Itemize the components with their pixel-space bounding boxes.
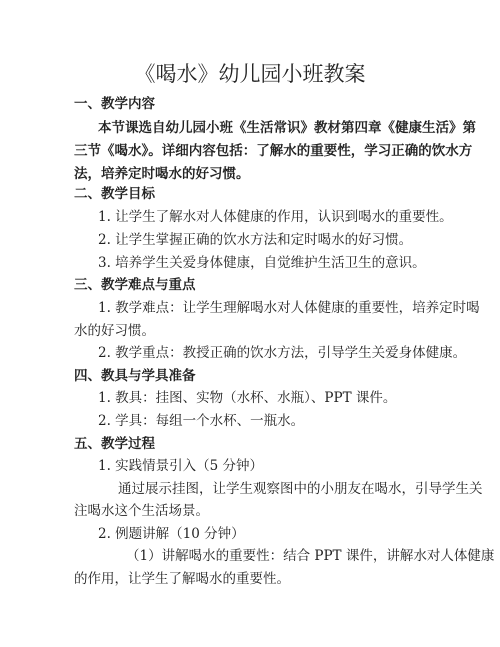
list-item-continuation: 水的好习惯。 [74,323,155,339]
list-item: 3. 培养学生关爱身体健康，自觉维护生活卫生的意识。 [98,255,426,271]
sub-step-line: （1）讲解喝水的重要性：结合 PPT 课件，讲解水对人体健康 [126,548,495,564]
paragraph-line: 本节课选自幼儿园小班《生活常识》教材第四章《健康生活》第 [98,120,476,136]
section-heading-materials: 四、教具与学具准备 [74,368,196,384]
step-heading: 1. 实践情景引入（5 分钟） [98,458,264,474]
list-item: 1. 让学生了解水对人体健康的作用，认识到喝水的重要性。 [98,209,453,225]
list-item: 2. 让学生掌握正确的饮水方法和定时喝水的好习惯。 [98,232,413,248]
list-item: 1. 教学难点：让学生理解喝水对人体健康的重要性，培养定时喝 [98,300,480,316]
document-title: 《喝水》幼儿园小班教案 [134,62,366,86]
list-item: 1. 教具：挂图、实物（水杯、水瓶）、PPT 课件。 [98,390,397,406]
section-heading-key-points: 三、教学难点与重点 [74,277,196,293]
paragraph-line: 三节《喝水》。详细内容包括：了解水的重要性，学习正确的饮水方 [74,143,473,159]
sub-step-line: 的作用，让学生了解喝水的重要性。 [74,571,290,587]
step-paragraph-line: 通过展示挂图，让学生观察图中的小朋友在喝水，引导学生关 [118,481,483,497]
section-heading-process: 五、教学过程 [74,436,155,452]
section-heading-objectives: 二、教学目标 [74,186,155,202]
paragraph-line: 法，培养定时喝水的好习惯。 [74,166,250,182]
step-paragraph-line: 注喝水这个生活场景。 [74,503,209,519]
step-heading: 2. 例题讲解（10 分钟） [98,526,245,542]
section-heading-content: 一、教学内容 [74,96,155,112]
list-item: 2. 教学重点：教授正确的饮水方法，引导学生关爱身体健康。 [98,345,467,361]
list-item: 2. 学具：每组一个水杯、一瓶水。 [98,413,305,429]
